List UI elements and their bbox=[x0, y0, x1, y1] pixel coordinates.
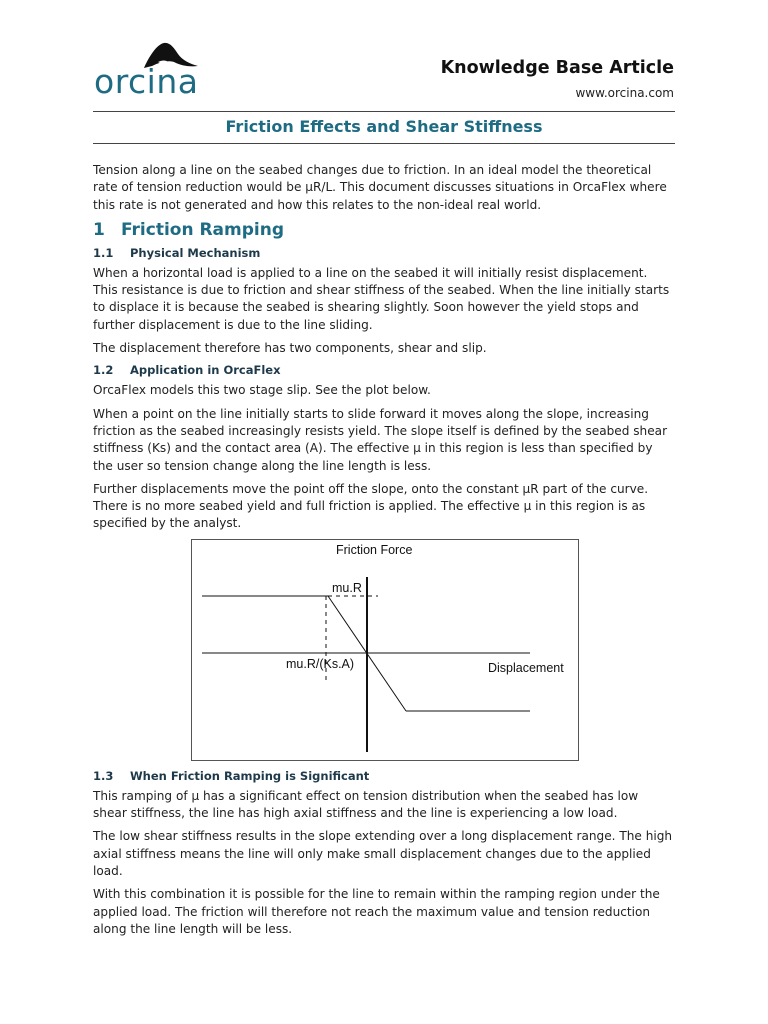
paragraph: Further displacements move the point off the slope, onto the constant μR part of the curve. There is no more seabed yield and full friction is applied. The effective μ in this region is as specified by the analyst. bbox=[93, 481, 649, 531]
intro-paragraph: Tension along a line on the seabed changes due to friction. In an ideal model the theoretical rate of tension reduction would be μR/L. This document discusses situations in OrcaFlex where this rate is not generated and how this relates to the non-ideal real world. bbox=[93, 163, 667, 212]
y-axis-label: Friction Force bbox=[336, 542, 413, 557]
subsection-title: When Friction Ramping is Significant bbox=[130, 768, 370, 783]
article-body bbox=[93, 162, 675, 944]
paragraph: With this combination it is possible for the line to remain within the ramping region under the applied load. The friction will therefore not reach the maximum value and tension reduction along the line length will be less. bbox=[93, 887, 660, 936]
paragraph: This ramping of μ has a significant effect on tension distribution when the seabed has low shear stiffness, the line has high axial stiffness and the line is experiencing a low load. bbox=[93, 788, 639, 821]
document-title: Friction Effects and Shear Stiffness bbox=[225, 117, 543, 136]
subsection-1-2-heading bbox=[93, 363, 675, 377]
logo-text: orcina bbox=[94, 62, 199, 101]
paragraph: When a horizontal load is applied to a line on the seabed it will initially resist displacement. This resistance is due to friction and shear stiffness of the seabed. When the line initially starts to displace it is because the seabed is shearing slightly. Soon however the yield stops and further displacement is due to the line sliding. bbox=[93, 265, 670, 332]
orcina-logo bbox=[94, 40, 204, 102]
paragraph: When a point on the line initially starts to slide forward it moves along the slope, increasing friction as the seabed increasingly resists yield. The slope itself is defined by the seabed shear stiffness (Ks) and the contact area (A). The effective μ in this region is less than specified by the user so tension change along the line length is less. bbox=[93, 406, 668, 473]
site-url[interactable]: www.orcina.com bbox=[575, 86, 674, 100]
paragraph: The displacement therefore has two components, shear and slip. bbox=[93, 341, 487, 356]
x-axis-label: Displacement bbox=[488, 660, 564, 675]
subsection-1-3-heading bbox=[93, 769, 675, 783]
subsection-title: Application in OrcaFlex bbox=[130, 363, 281, 378]
subsection-title: Physical Mechanism bbox=[130, 245, 261, 260]
mu-r-label: mu.R bbox=[332, 580, 362, 595]
subsection-number: 1.1 bbox=[93, 245, 114, 260]
section-1-heading bbox=[93, 220, 675, 240]
subsection-number: 1.3 bbox=[93, 768, 114, 783]
subsection-number: 1.2 bbox=[93, 363, 114, 378]
kb-title: Knowledge Base Article bbox=[440, 58, 674, 78]
header-rule-bottom bbox=[93, 143, 675, 144]
paragraph: The low shear stiffness results in the slope extending over a long displacement range. The high axial stiffness means the line will only make small displacement changes due to the applied load. bbox=[93, 829, 673, 878]
mu-r-ks-label: mu.R/(Ks.A) bbox=[286, 656, 355, 671]
header-rule-top bbox=[93, 111, 675, 112]
paragraph: OrcaFlex models this two stage slip. See the plot below. bbox=[93, 383, 431, 398]
header-right bbox=[441, 58, 674, 100]
friction-displacement-figure bbox=[191, 539, 579, 761]
subsection-1-1-heading bbox=[93, 246, 675, 260]
section-number: 1 bbox=[93, 219, 105, 240]
section-title: Friction Ramping bbox=[121, 219, 285, 240]
